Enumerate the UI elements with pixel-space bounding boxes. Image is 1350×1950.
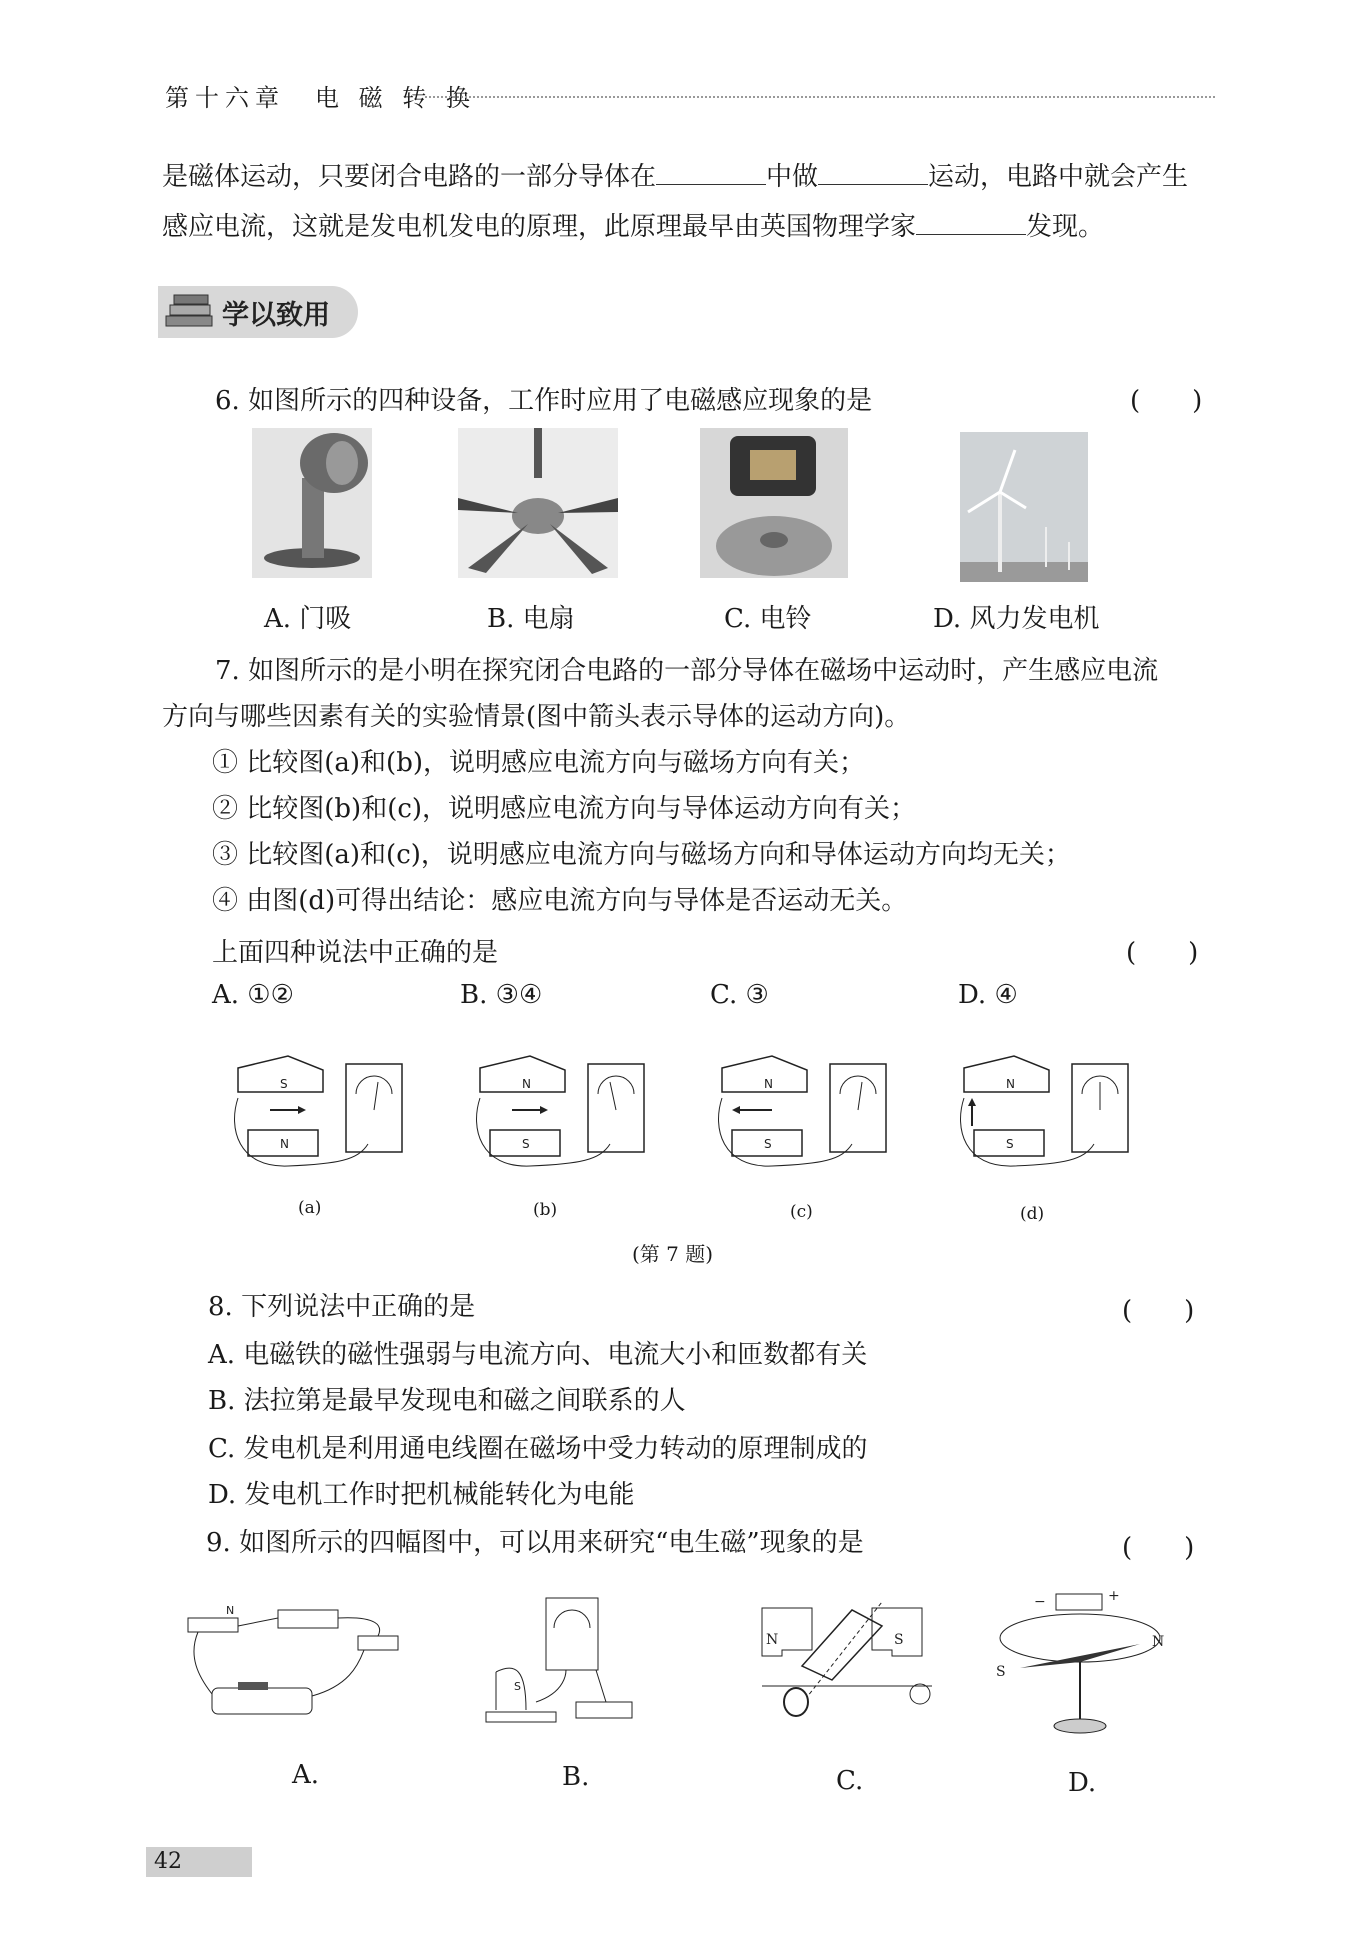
intro-text: 运动，电路中就会产生 xyxy=(928,162,1189,192)
q6-option-d[interactable]: D. 风力发电机 xyxy=(933,604,1100,634)
q9-option-c[interactable]: C. xyxy=(836,1766,864,1796)
wind-turbine-image xyxy=(960,432,1088,582)
q8-option-c[interactable]: C. 发电机是利用通电线圈在磁场中受力转动的原理制成的 xyxy=(208,1434,868,1464)
answer-blank[interactable] xyxy=(656,162,766,185)
q6-answer-paren[interactable]: ( ) xyxy=(1130,386,1203,416)
q7-stem-line-2: 方向与哪些因素有关的实验情景(图中箭头表示导体的运动方向)。 xyxy=(162,702,911,732)
figure-label-a: (a) xyxy=(298,1198,322,1218)
q7-option-d[interactable]: D. ④ xyxy=(958,980,1018,1010)
svg-text:S: S xyxy=(280,1077,288,1091)
q7-answer-paren[interactable]: ( ) xyxy=(1126,938,1199,968)
svg-text:N: N xyxy=(1006,1077,1015,1091)
q7-option-b[interactable]: B. ③④ xyxy=(460,980,543,1010)
q8-option-a[interactable]: A. 电磁铁的磁性强弱与电流方向、电流大小和匝数都有关 xyxy=(208,1340,868,1370)
q6-option-a[interactable]: A. 门吸 xyxy=(264,604,352,634)
electric-bell-image xyxy=(700,428,848,578)
q7-stem-line-1: 7. 如图所示的是小明在探究闭合电路的一部分导体在磁场中运动时，产生感应电流 xyxy=(215,656,1159,686)
svg-text:S: S xyxy=(894,1632,904,1648)
figure-label-d: (d) xyxy=(1020,1204,1045,1224)
q6-option-b[interactable]: B. 电扇 xyxy=(487,604,575,634)
svg-text:N: N xyxy=(280,1137,289,1151)
intro-text: 感应电流，这就是发电机发电的原理，此原理最早由英国物理学家 xyxy=(162,212,917,242)
q8-option-b[interactable]: B. 法拉第是最早发现电和磁之间联系的人 xyxy=(208,1386,686,1416)
page-number: 42 xyxy=(154,1849,182,1874)
svg-text:N: N xyxy=(226,1604,235,1617)
intro-text: 是磁体运动，只要闭合电路的一部分导体在 xyxy=(162,162,657,192)
answer-blank[interactable] xyxy=(916,212,1026,235)
q9-option-d[interactable]: D. xyxy=(1068,1768,1097,1798)
svg-text:S: S xyxy=(764,1137,772,1151)
page-number-badge xyxy=(146,1847,252,1877)
q8-answer-paren[interactable]: ( ) xyxy=(1122,1296,1195,1326)
q7-option-a[interactable]: A. ①② xyxy=(212,980,294,1010)
answer-blank[interactable] xyxy=(818,162,928,185)
chapter-header: 第十六章 电 磁 转 换 xyxy=(165,84,476,112)
q7-ask: 上面四种说法中正确的是 xyxy=(212,938,499,968)
oersted-figure-d xyxy=(990,1584,1180,1744)
svg-text:S: S xyxy=(522,1137,530,1151)
header-divider xyxy=(425,96,1215,98)
experiment-figure-a xyxy=(228,1048,408,1183)
q8-stem: 8. 下列说法中正确的是 xyxy=(208,1292,476,1322)
section-title: 学以致用 xyxy=(222,299,330,331)
q8-option-d[interactable]: D. 发电机工作时把机械能转化为电能 xyxy=(208,1480,635,1510)
circuit-figure-a xyxy=(178,1596,428,1736)
q7-option-c[interactable]: C. ③ xyxy=(710,980,769,1010)
figure-label-c: (c) xyxy=(790,1202,813,1222)
q7-statement-3: ③ 比较图(a)和(c)，说明感应电流方向与磁场方向和导体运动方向均无关； xyxy=(212,840,1071,870)
svg-text:N: N xyxy=(766,1632,779,1648)
svg-text:+: + xyxy=(1108,1588,1120,1604)
q7-statement-2: ② 比较图(b)和(c)，说明感应电流方向与导体运动方向有关； xyxy=(212,794,917,824)
intro-line-1 xyxy=(162,150,1222,204)
intro-text: 中做 xyxy=(766,162,819,192)
door-stop-image xyxy=(252,428,372,578)
q7-statement-1: ① 比较图(a)和(b)，说明感应电流方向与磁场方向有关； xyxy=(212,748,865,778)
svg-text:−: − xyxy=(1034,1594,1046,1610)
q9-answer-paren[interactable]: ( ) xyxy=(1122,1533,1195,1563)
q6-stem: 6. 如图所示的四种设备，工作时应用了电磁感应现象的是 xyxy=(215,386,873,416)
q7-figure-caption: (第 7 题) xyxy=(632,1242,714,1266)
experiment-figure-c xyxy=(712,1048,892,1183)
q9-option-b[interactable]: B. xyxy=(562,1762,590,1792)
svg-text:N: N xyxy=(522,1077,531,1091)
intro-line-2 xyxy=(162,200,1222,254)
svg-text:S: S xyxy=(996,1664,1006,1680)
books-icon xyxy=(162,290,218,334)
experiment-figure-d xyxy=(954,1048,1134,1183)
svg-text:N: N xyxy=(1152,1634,1165,1650)
q7-statement-4: ④ 由图(d)可得出结论：感应电流方向与导体是否运动无关。 xyxy=(212,886,908,916)
figure-label-b: (b) xyxy=(533,1200,558,1220)
q6-option-c[interactable]: C. 电铃 xyxy=(724,604,812,634)
generator-figure-c xyxy=(752,1586,942,1736)
intro-text: 发现。 xyxy=(1026,212,1105,242)
svg-text:S: S xyxy=(514,1680,521,1693)
svg-text:N: N xyxy=(764,1077,773,1091)
svg-text:S: S xyxy=(1006,1137,1014,1151)
q9-option-a[interactable]: A. xyxy=(292,1760,320,1790)
experiment-figure-b xyxy=(470,1048,650,1183)
q9-stem: 9. 如图所示的四幅图中，可以用来研究“电生磁”现象的是 xyxy=(206,1528,864,1558)
ceiling-fan-image xyxy=(458,428,618,578)
section-badge xyxy=(158,286,358,338)
circuit-figure-b xyxy=(476,1592,656,1737)
